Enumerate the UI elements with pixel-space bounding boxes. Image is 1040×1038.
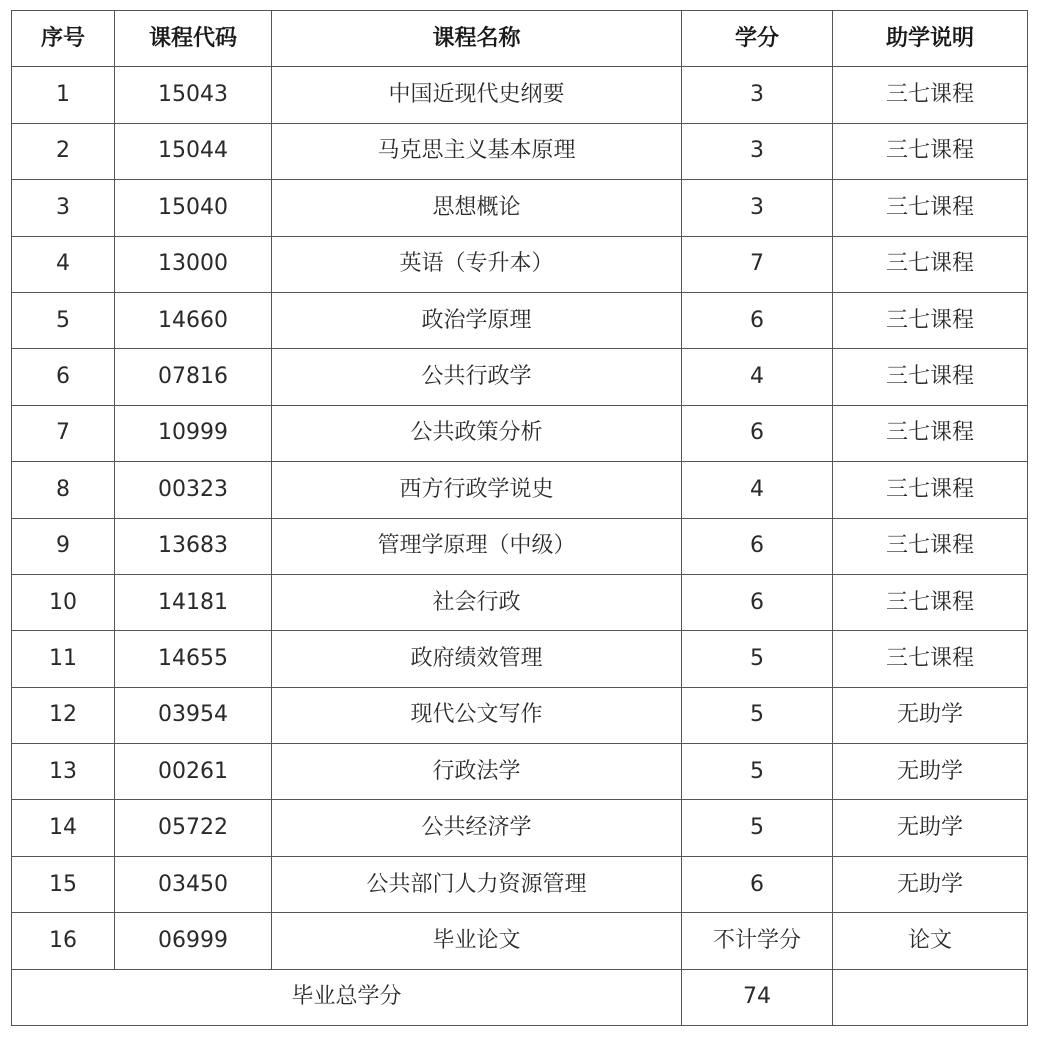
- header-row: [12, 11, 1028, 67]
- cell-seq: 16: [12, 913, 115, 969]
- total-row: [12, 969, 1028, 1025]
- cell-study-note: 三七课程: [833, 405, 1028, 461]
- cell-seq: 15: [12, 856, 115, 912]
- table-row: [12, 236, 1028, 292]
- cell-seq: 14: [12, 800, 115, 856]
- cell-study-note: 无助学: [833, 744, 1028, 800]
- cell-credit: 5: [682, 744, 833, 800]
- table-row: [12, 123, 1028, 179]
- cell-course-code: 06999: [115, 913, 272, 969]
- header-study-note: 助学说明: [833, 11, 1028, 67]
- cell-course-code: 13000: [115, 236, 272, 292]
- table-header: [12, 11, 1028, 67]
- cell-study-note: 三七课程: [833, 349, 1028, 405]
- cell-credit: 6: [682, 405, 833, 461]
- cell-study-note: 三七课程: [833, 631, 1028, 687]
- cell-course-code: 15043: [115, 67, 272, 123]
- cell-credit: 3: [682, 123, 833, 179]
- cell-course-name: 马克思主义基本原理: [272, 123, 682, 179]
- cell-seq: 5: [12, 292, 115, 348]
- cell-study-note: 三七课程: [833, 67, 1028, 123]
- cell-course-code: 10999: [115, 405, 272, 461]
- cell-course-name: 毕业论文: [272, 913, 682, 969]
- cell-course-name: 公共行政学: [272, 349, 682, 405]
- cell-course-name: 政府绩效管理: [272, 631, 682, 687]
- cell-credit: 3: [682, 67, 833, 123]
- table-row: [12, 349, 1028, 405]
- table-body: [12, 67, 1028, 969]
- cell-credit: 6: [682, 856, 833, 912]
- cell-course-name: 英语（专升本）: [272, 236, 682, 292]
- cell-course-name: 公共经济学: [272, 800, 682, 856]
- table-footer: [12, 969, 1028, 1025]
- table-row: [12, 913, 1028, 969]
- cell-study-note: 论文: [833, 913, 1028, 969]
- cell-credit: 6: [682, 292, 833, 348]
- table-row: [12, 631, 1028, 687]
- cell-seq: 13: [12, 744, 115, 800]
- cell-course-code: 15044: [115, 123, 272, 179]
- cell-course-name: 现代公文写作: [272, 687, 682, 743]
- cell-study-note: 三七课程: [833, 292, 1028, 348]
- cell-study-note: 三七课程: [833, 462, 1028, 518]
- cell-study-note: 无助学: [833, 800, 1028, 856]
- table-row: [12, 800, 1028, 856]
- cell-seq: 8: [12, 462, 115, 518]
- cell-course-name: 社会行政: [272, 574, 682, 630]
- header-credit: 学分: [682, 11, 833, 67]
- total-credit-label: 毕业总学分: [12, 969, 682, 1025]
- table-row: [12, 574, 1028, 630]
- header-course-name: 课程名称: [272, 11, 682, 67]
- cell-course-name: 政治学原理: [272, 292, 682, 348]
- total-credit-value: 74: [682, 969, 833, 1025]
- table-row: [12, 687, 1028, 743]
- cell-course-name: 西方行政学说史: [272, 462, 682, 518]
- cell-course-code: 05722: [115, 800, 272, 856]
- table-row: [12, 405, 1028, 461]
- cell-credit: 5: [682, 800, 833, 856]
- cell-credit: 5: [682, 631, 833, 687]
- cell-course-code: 07816: [115, 349, 272, 405]
- cell-seq: 9: [12, 518, 115, 574]
- cell-seq: 10: [12, 574, 115, 630]
- cell-seq: 12: [12, 687, 115, 743]
- cell-credit: 3: [682, 180, 833, 236]
- cell-course-name: 行政法学: [272, 744, 682, 800]
- cell-course-code: 03954: [115, 687, 272, 743]
- cell-credit: 7: [682, 236, 833, 292]
- cell-seq: 4: [12, 236, 115, 292]
- cell-study-note: 无助学: [833, 687, 1028, 743]
- cell-study-note: 三七课程: [833, 518, 1028, 574]
- cell-seq: 2: [12, 123, 115, 179]
- cell-course-code: 13683: [115, 518, 272, 574]
- cell-course-name: 中国近现代史纲要: [272, 67, 682, 123]
- header-course-code: 课程代码: [115, 11, 272, 67]
- cell-course-code: 14181: [115, 574, 272, 630]
- cell-course-code: 14660: [115, 292, 272, 348]
- cell-study-note: 三七课程: [833, 180, 1028, 236]
- table-row: [12, 180, 1028, 236]
- cell-seq: 11: [12, 631, 115, 687]
- cell-study-note: 无助学: [833, 856, 1028, 912]
- cell-study-note: 三七课程: [833, 574, 1028, 630]
- cell-course-name: 管理学原理（中级）: [272, 518, 682, 574]
- cell-course-code: 00323: [115, 462, 272, 518]
- cell-credit: 6: [682, 574, 833, 630]
- cell-credit: 6: [682, 518, 833, 574]
- cell-credit: 不计学分: [682, 913, 833, 969]
- table-row: [12, 856, 1028, 912]
- cell-course-name: 公共政策分析: [272, 405, 682, 461]
- table-row: [12, 518, 1028, 574]
- cell-seq: 1: [12, 67, 115, 123]
- cell-course-code: 00261: [115, 744, 272, 800]
- total-study-note: [833, 969, 1028, 1025]
- cell-credit: 4: [682, 462, 833, 518]
- cell-credit: 4: [682, 349, 833, 405]
- cell-study-note: 三七课程: [833, 236, 1028, 292]
- cell-course-code: 15040: [115, 180, 272, 236]
- table-row: [12, 67, 1028, 123]
- cell-course-name: 公共部门人力资源管理: [272, 856, 682, 912]
- table-row: [12, 292, 1028, 348]
- header-seq: 序号: [12, 11, 115, 67]
- cell-course-name: 思想概论: [272, 180, 682, 236]
- cell-seq: 3: [12, 180, 115, 236]
- cell-credit: 5: [682, 687, 833, 743]
- cell-course-code: 03450: [115, 856, 272, 912]
- cell-study-note: 三七课程: [833, 123, 1028, 179]
- cell-course-code: 14655: [115, 631, 272, 687]
- cell-seq: 6: [12, 349, 115, 405]
- table-row: [12, 744, 1028, 800]
- course-table: [11, 10, 1028, 1026]
- cell-seq: 7: [12, 405, 115, 461]
- table-row: [12, 462, 1028, 518]
